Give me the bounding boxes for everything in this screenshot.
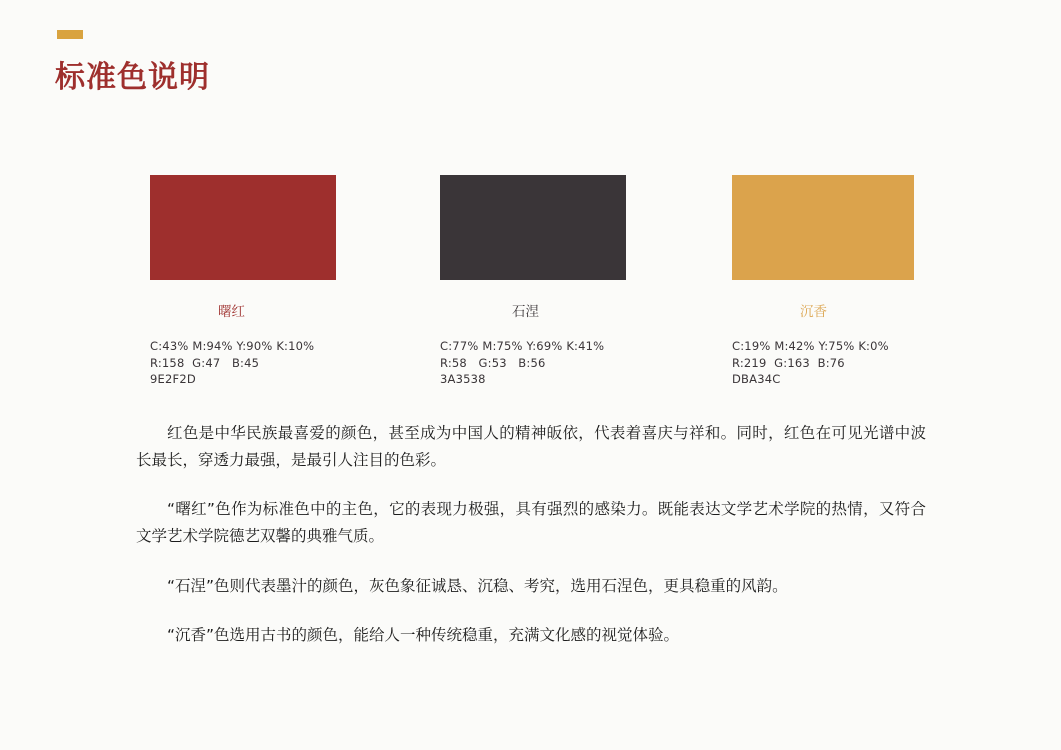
paragraph: “曙红”色作为标准色中的主色，它的表现力极强，具有强烈的感染力。既能表达文学艺术学院的热情，又符合文学艺术学院德艺双馨的典雅气质。 <box>136 500 926 546</box>
color-name: 石涅 <box>512 304 539 319</box>
rgb-value: R:219 G:163 B:76 <box>732 355 845 370</box>
hex-value: DBA34C <box>732 372 781 387</box>
color-swatch-shinie <box>440 175 736 388</box>
cmyk-value: C:77% M:75% Y:69% K:41% <box>440 339 605 353</box>
paragraph: “沉香”色选用古书的颜色，能给人一种传统稳重，充满文化感的视觉体验。 <box>167 625 680 644</box>
rgb-value: R:58 G:53 B:56 <box>440 355 546 370</box>
color-values <box>732 338 1028 388</box>
paragraph: “石涅”色则代表墨汁的颜色，灰色象征诚恳、沉稳、考究，选用石涅色，更具稳重的风韵。 <box>167 576 788 595</box>
hex-value: 3A3538 <box>440 372 486 387</box>
accent-bar <box>57 30 83 39</box>
color-chip <box>732 175 914 280</box>
color-swatch-group <box>0 175 1061 385</box>
hex-value: 9E2F2D <box>150 372 196 387</box>
cmyk-value: C:19% M:42% Y:75% K:0% <box>732 339 889 353</box>
color-chip <box>440 175 626 280</box>
color-name: 曙红 <box>218 304 245 319</box>
color-swatch-chenxiang <box>732 175 1028 388</box>
color-values <box>440 338 736 388</box>
color-chip <box>150 175 336 280</box>
color-name: 沉香 <box>800 304 827 319</box>
cmyk-value: C:43% M:94% Y:90% K:10% <box>150 339 315 353</box>
description-text <box>136 420 926 671</box>
color-swatch-shuhong <box>150 175 446 388</box>
rgb-value: R:158 G:47 B:45 <box>150 355 260 370</box>
paragraph: 红色是中华民族最喜爱的颜色，甚至成为中国人的精神皈依，代表着喜庆与祥和。同时，红色在可见光谱中波长最长，穿透力最强，是最引人注目的色彩。 <box>136 424 926 470</box>
color-values <box>150 338 446 388</box>
page-title: 标准色说明 <box>55 61 210 94</box>
